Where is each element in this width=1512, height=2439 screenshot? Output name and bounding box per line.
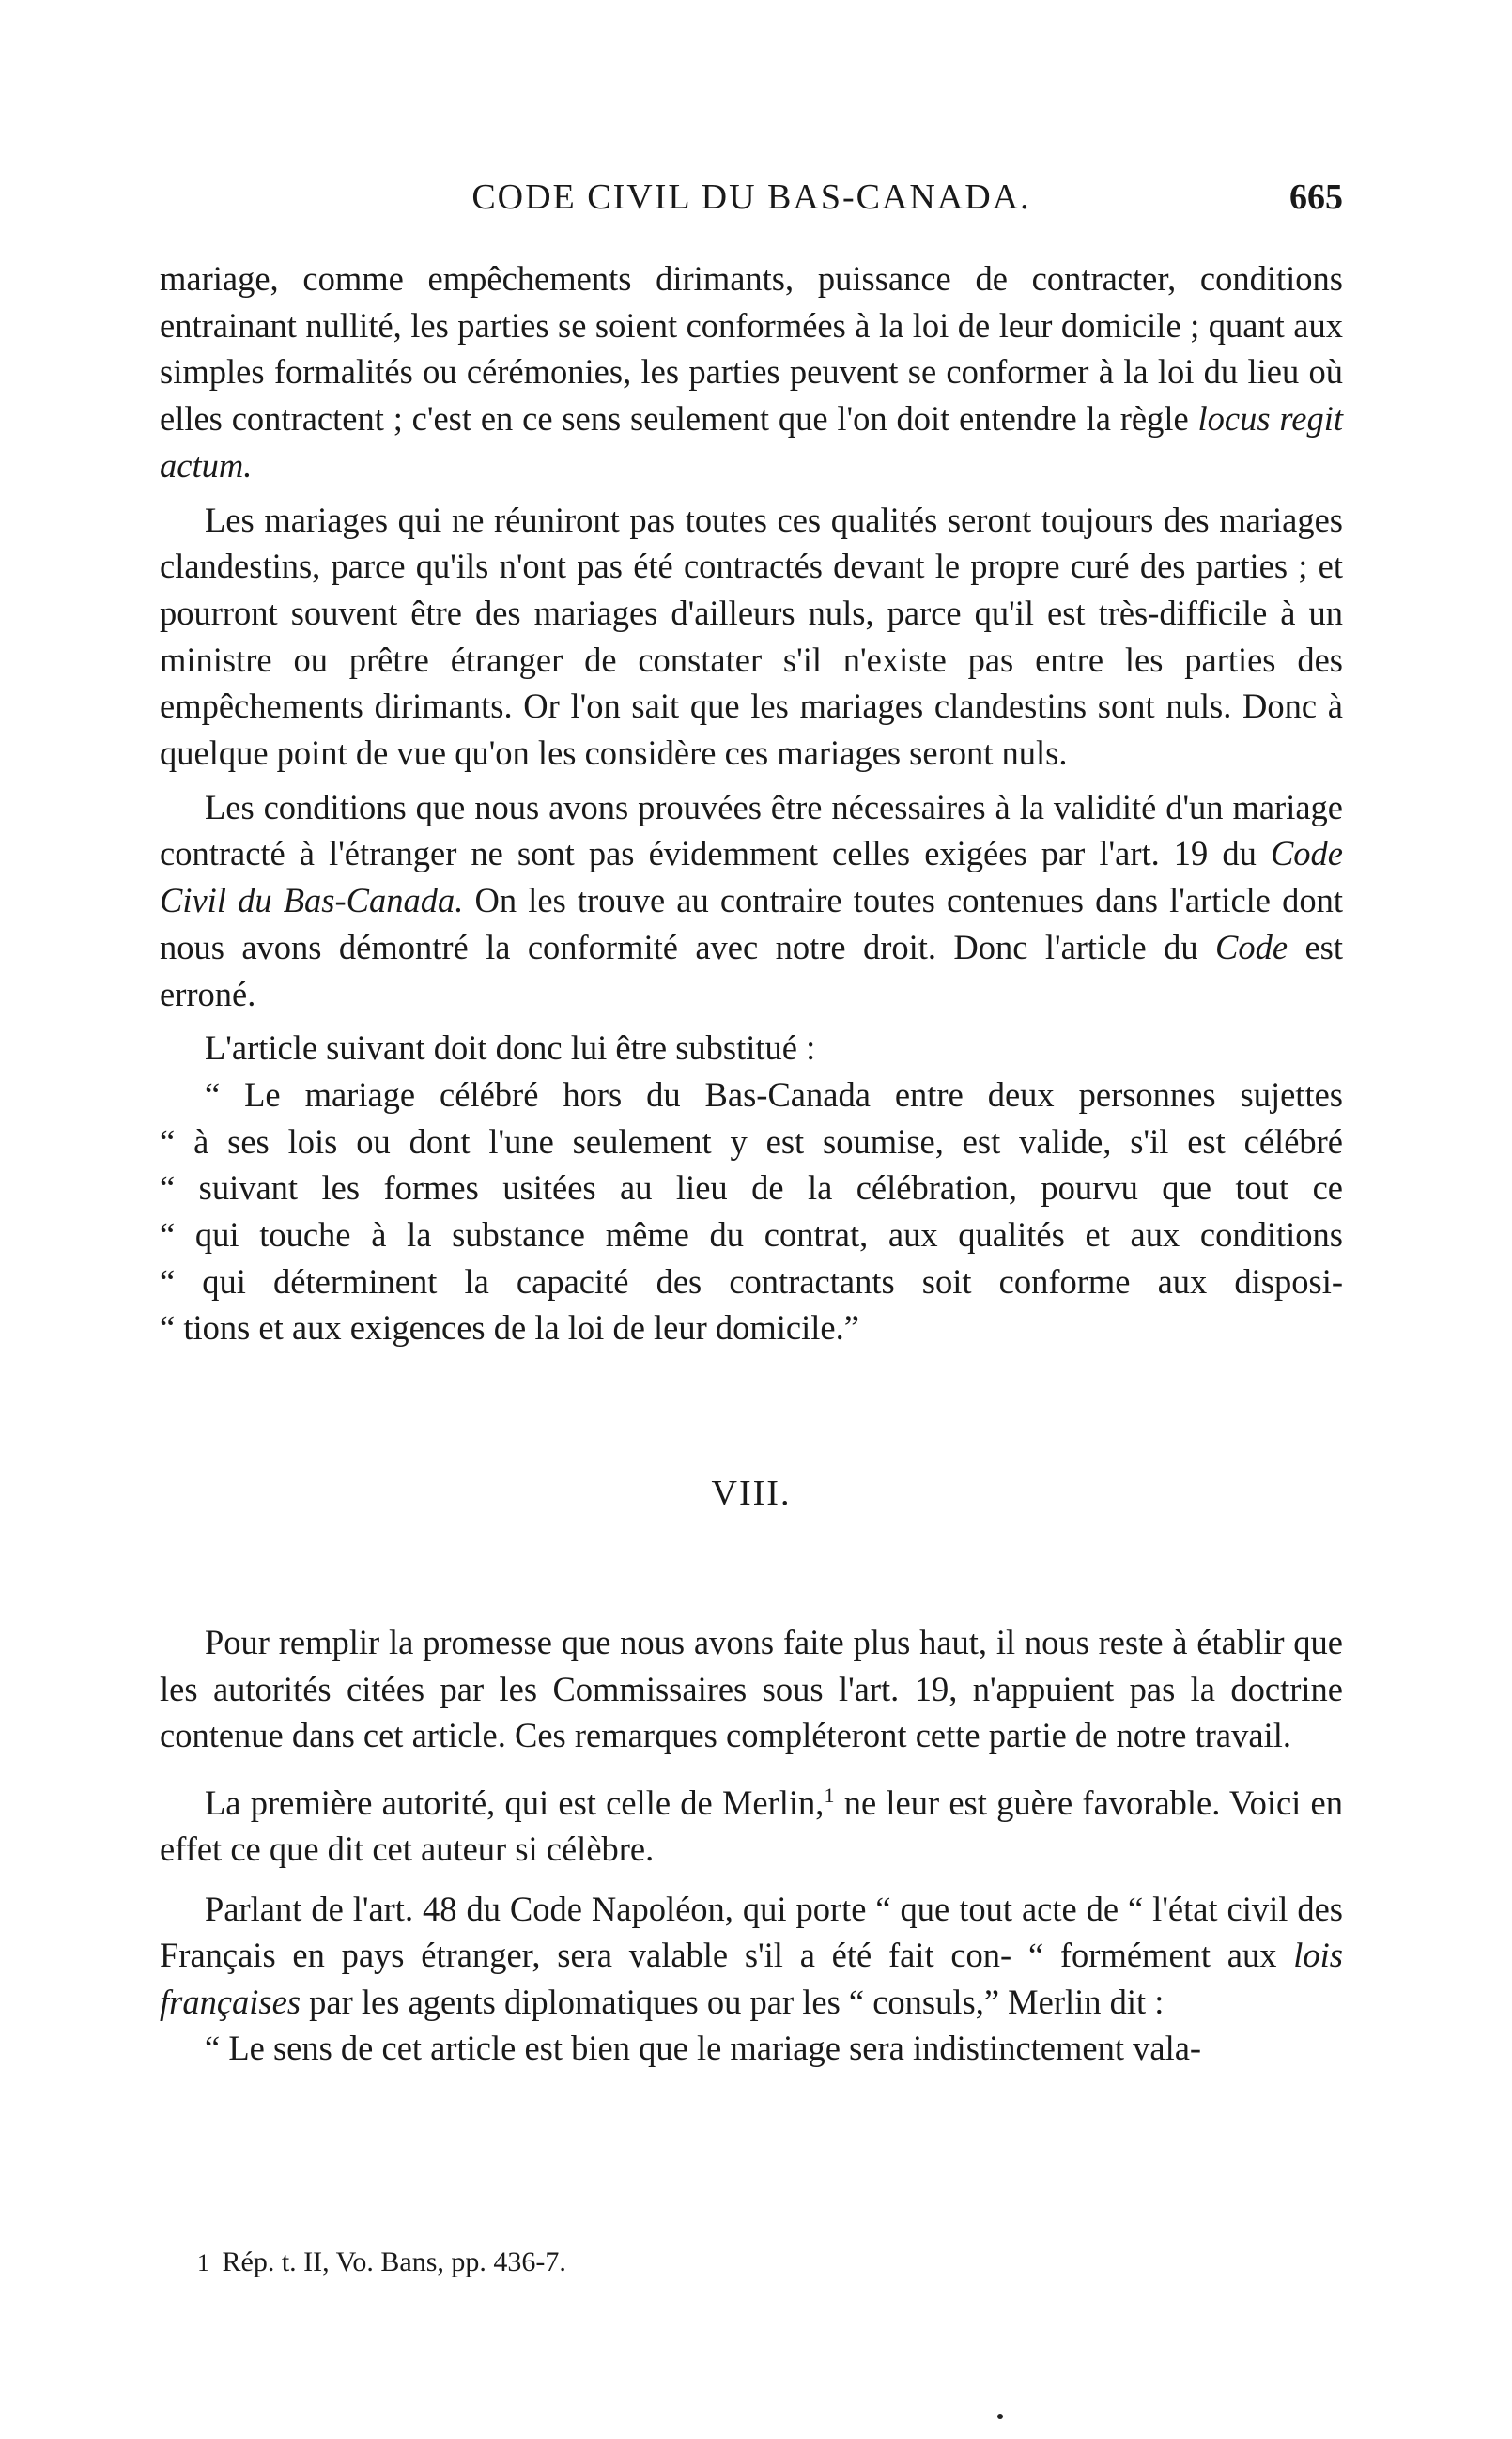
paragraph-text: On les trouve au contraire toutes contenues dans l'article dont nous avons démontré la conformité avec notre droit. Donc l'article du: [160, 881, 1344, 966]
paragraph: [160, 1772, 1343, 1873]
quote-line: “ qui déterminent la capacité des contractants soit conforme aux disposi-: [160, 1261, 1343, 1301]
quote-line: “ Le mariage célébré hors du Bas-Canada entre deux personnes sujettes: [205, 1074, 1343, 1114]
quote-line: “ à ses lois ou dont l'une seulement y est soumise, est valide, s'il est célébré: [160, 1121, 1343, 1161]
running-header: [160, 177, 1343, 233]
paragraph-text: est erroné.: [160, 927, 1344, 1013]
quoted-article: [160, 1072, 1343, 1351]
paragraph: [160, 784, 1343, 1018]
quote-line: “ suivant les formes usitées au lieu de la célébration, pourvu que tout ce: [160, 1168, 1343, 1208]
footnote-text: Rép. t. II, Vo. Bans, pp. 436-7.: [222, 2246, 566, 2277]
paragraph-text: ne leur est guère favorable. Voici en effet ce que dit cet auteur si célèbre.: [160, 1783, 1344, 1869]
paragraph: [160, 1886, 1343, 2026]
paragraph: Pour remplir la promesse que nous avons faite plus haut, il nous reste à établir que les autorités citées par les Commissaires sous l'art. 19, n'appuient pas la doctrine contenue dans cet article. Ces remarques compléteront cette partie de notre travail.: [160, 1623, 1343, 1754]
running-title: CODE CIVIL DU BAS-CANADA.: [471, 178, 1031, 217]
code-italic: Code: [1215, 927, 1288, 966]
main-text-block: [160, 255, 1343, 1351]
quote-line: “ qui touche à la substance même du contrat, aux qualités et aux conditions: [160, 1215, 1343, 1255]
paragraph: Les mariages qui ne réuniront pas toutes ces qualités seront toujours des mariages clandestins, parce qu'ils n'ont pas été contractés devant le propre curé des parties ; et pourront souvent être des mariages d'ailleurs nuls, parce qu'il est très-difficile à un ministre ou prêtre étranger de constater s'il n'existe pas entre les parties des empêchements dirimants. Or l'on sait que les mariages clandestins sont nuls. Donc à quelque point de vue qu'on les considère ces mariages seront nuls.: [160, 500, 1343, 773]
footnote-reference: 1: [824, 1783, 835, 1807]
code-title-italic: Code Civil du Bas-Canada.: [160, 834, 1343, 920]
ink-speck: [997, 2414, 1003, 2419]
latin-maxim: locus regit actum.: [160, 399, 1343, 485]
paragraph-text: Les conditions que nous avons prouvées être nécessaires à la validité d'un mariage contracté à l'étranger ne sont pas évidemment celles exigées par l'art. 19 du: [160, 787, 1343, 873]
paragraph-text: Parlant de l'art. 48 du Code Napoléon, qui porte “ que tout acte de “ l'état civil des Français en pays étranger, sera valable s'il a été fait con- “ formément aux: [160, 1889, 1343, 1975]
section-text-block: [160, 1619, 1343, 2072]
italic-phrase: lois françaises: [160, 1936, 1344, 2021]
paragraph-continued: [160, 255, 1343, 489]
footnote-mark: 1: [197, 2249, 209, 2277]
section-heading: VIII.: [711, 1474, 792, 1513]
footnote: [197, 2246, 566, 2278]
quote-line: “ tions et aux exigences de la loi de leur domicile.”: [160, 1308, 859, 1348]
paragraph: L'article suivant doit donc lui être substitué :: [205, 1028, 816, 1068]
paragraph-text: par les agents diplomatiques ou par les “ consuls,” Merlin dit :: [309, 1982, 1165, 2021]
paragraph-text: La première autorité, qui est celle de Merlin,: [205, 1783, 825, 1822]
page-number: 665: [1289, 178, 1343, 217]
paragraph-text: mariage, comme empêchements dirimants, puissance de contracter, conditions entrainant nullité, les parties se soient conformées à la loi de leur domicile ; quant aux simples formalités ou cérémonies, les parties peuvent se conformer à la loi du lieu où elles contractent ; c'est en ce sens seulement que l'on doit entendre la règle: [160, 259, 1343, 439]
paragraph: “ Le sens de cet article est bien que le mariage sera indistinctement vala-: [205, 2029, 1202, 2068]
